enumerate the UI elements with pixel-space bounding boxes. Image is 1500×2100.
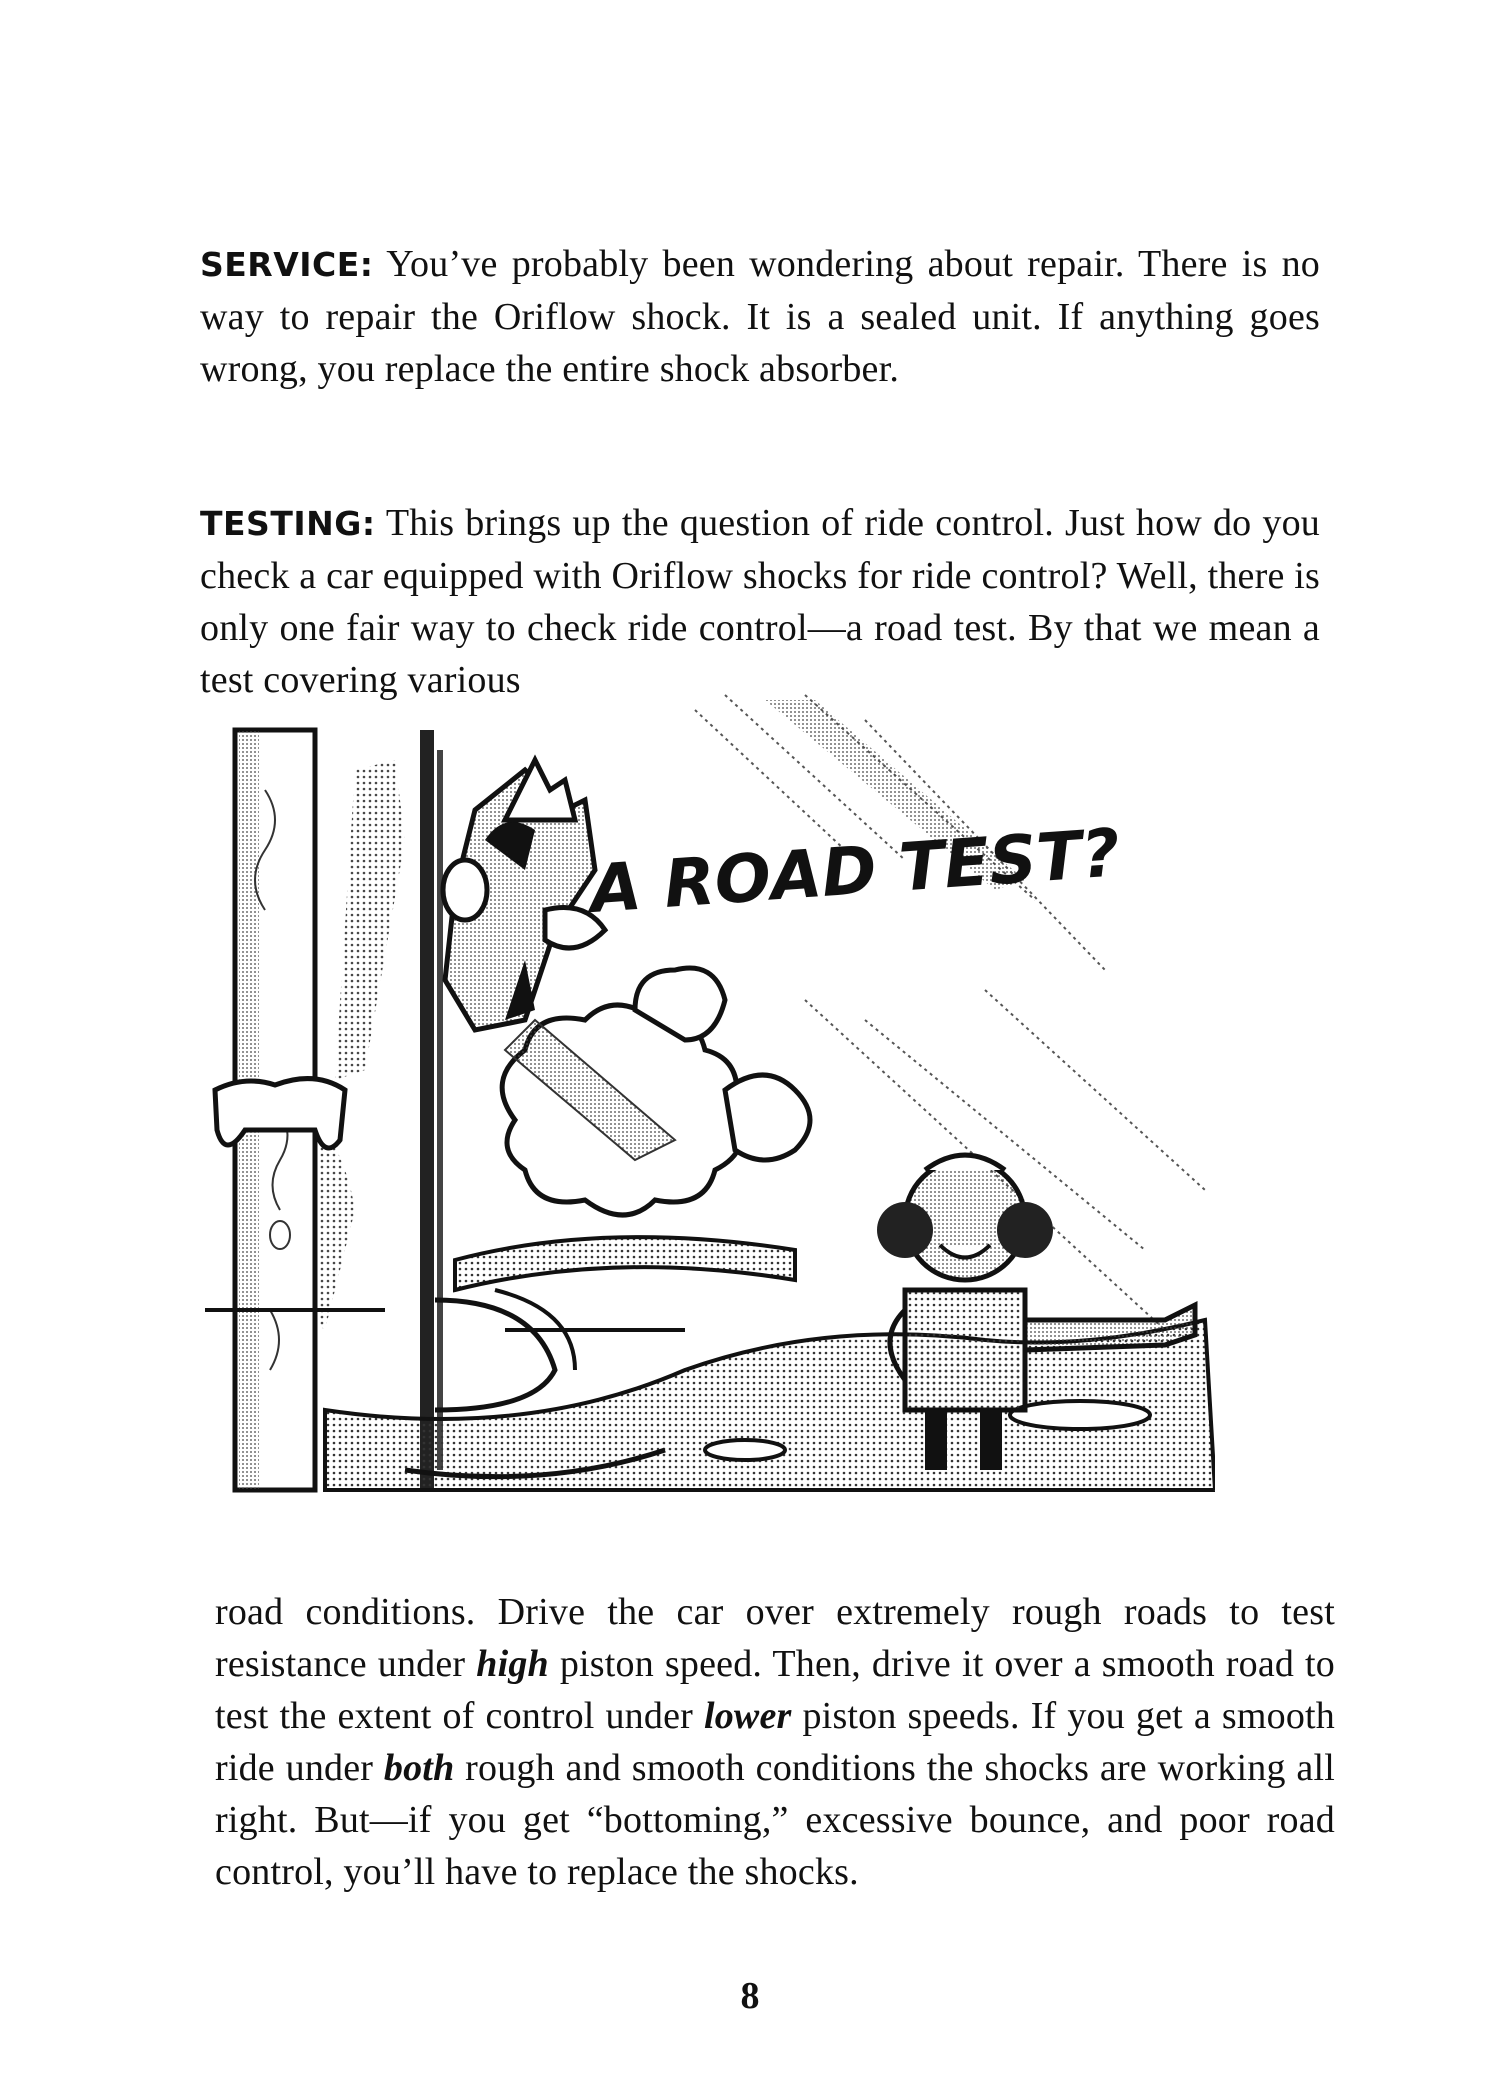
emphasis-high: high — [476, 1643, 549, 1685]
service-text: You’ve probably been wondering about repair. There is no way to repair the Oriflow shock. It is a sealed unit. If anything goes wrong, you replace the entire shock absorber. — [200, 243, 1320, 390]
service-paragraph — [200, 238, 1320, 395]
road-text-3: piston speeds. If you get a smooth ride under — [215, 1695, 1336, 1789]
background-shadow — [335, 760, 405, 1080]
page-number: 8 — [740, 1975, 760, 2017]
emphasis-both: both — [383, 1747, 455, 1789]
road-conditions-paragraph — [215, 1586, 1335, 1898]
speech-caption: A ROAD TEST? — [587, 814, 1123, 929]
driver-head — [443, 760, 605, 1030]
testing-paragraph — [200, 497, 1320, 706]
road-text-4: rough and smooth conditions the shocks are working all right. But—if you get “bottoming,” excessive bounce, and poor road control, you’ll have to replace the shocks. — [215, 1747, 1335, 1893]
service-lead: SERVICE: — [200, 245, 374, 284]
road-text-2: piston speed. Then, drive it over a smooth road to test the extent of control under — [215, 1643, 1336, 1737]
wooden-pole — [215, 730, 345, 1490]
road — [205, 1237, 1215, 1490]
sign-post — [420, 730, 443, 1490]
dust-clouds — [502, 968, 810, 1215]
emphasis-lower: lower — [703, 1695, 792, 1737]
cartoon-illustration — [205, 690, 1215, 1550]
testing-lead: TESTING: — [200, 504, 376, 543]
road-text-1: road conditions. Drive the car over extremely rough roads to test resistance under — [215, 1591, 1335, 1685]
testing-text: This brings up the question of ride control. Just how do you check a car equipped with Oriflow shocks for ride control? Well, there is only one fair way to check ride control—a road test. By that we mean a test covering various — [200, 502, 1320, 701]
